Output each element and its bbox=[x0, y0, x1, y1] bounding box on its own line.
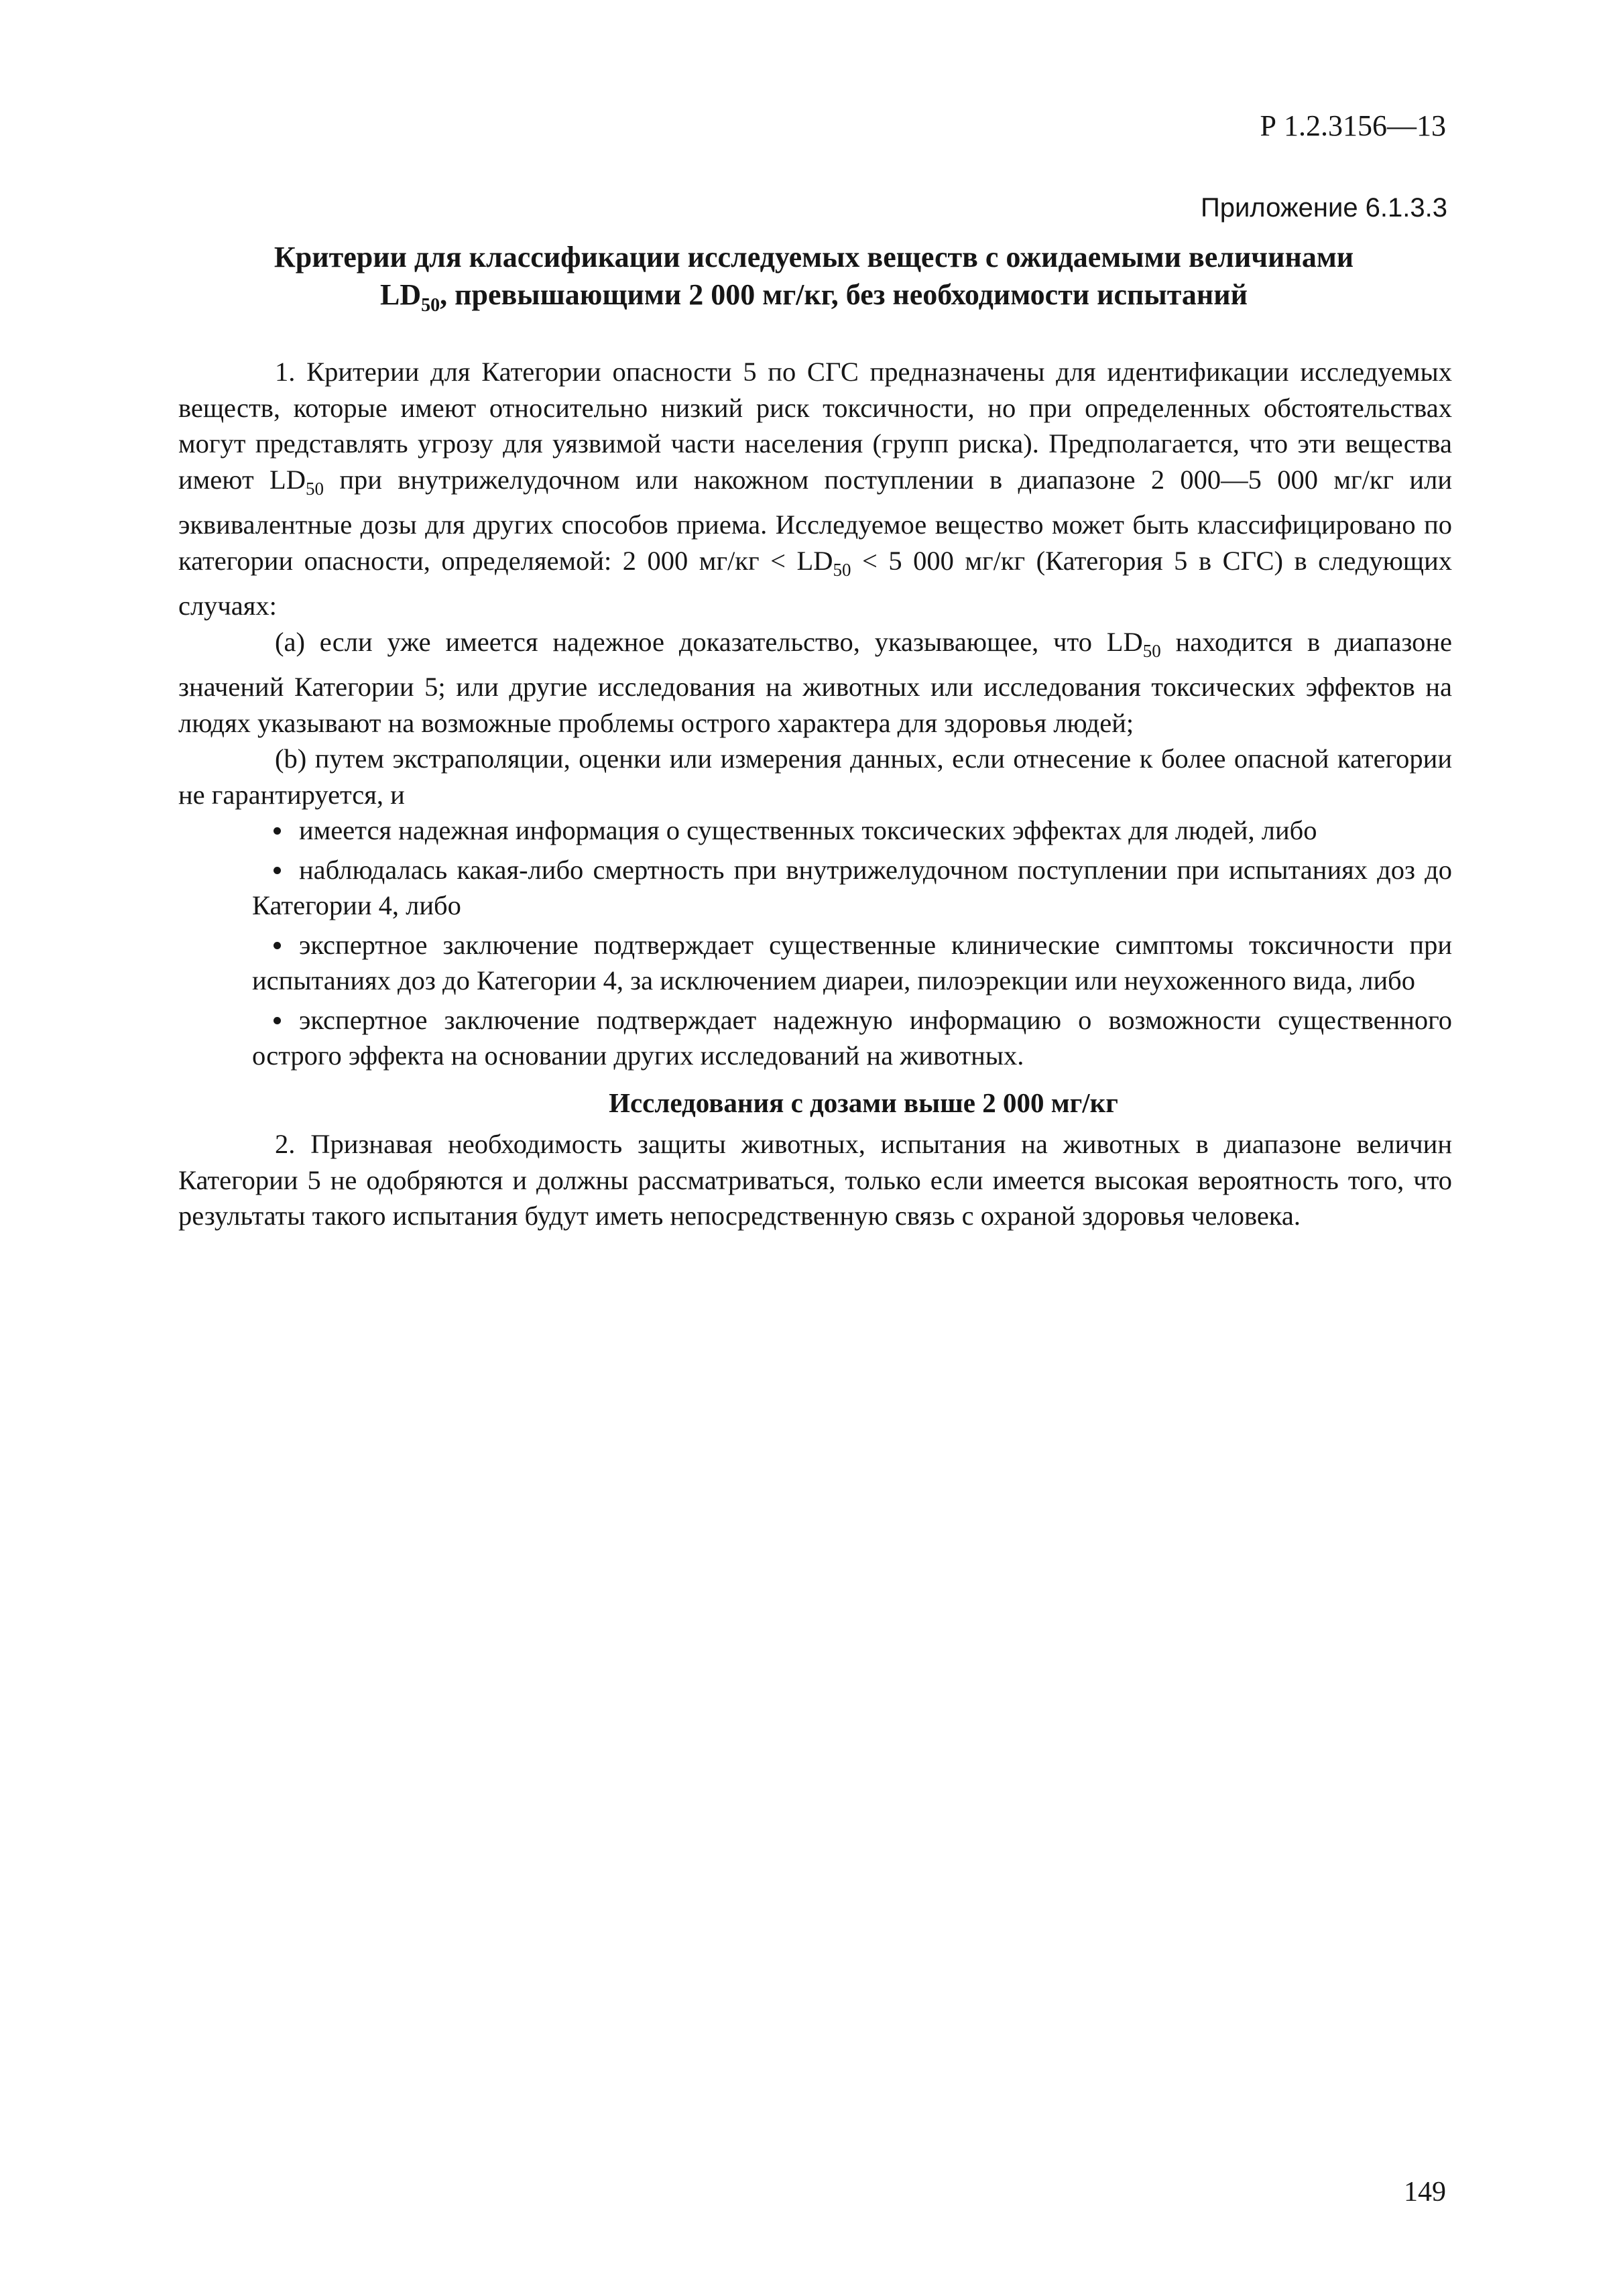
bullet-item bbox=[178, 927, 1452, 999]
paragraph-1 bbox=[178, 354, 1452, 624]
page-title bbox=[177, 239, 1451, 324]
bullet-text: имеется надежная информация о существенных токсических эффектах для людей, либо bbox=[299, 815, 1317, 846]
bullet-item bbox=[178, 812, 1452, 849]
item-a bbox=[178, 624, 1452, 741]
ld-subscript: 50 bbox=[833, 559, 851, 580]
document-body bbox=[178, 354, 1452, 1234]
bullet-text: экспертное заключение подтверждает существенные клинические симптомы токсичности при испытаниях доз до Категории 4, за исключением диареи, пилоэрекции или неухоженного вида, либо bbox=[252, 929, 1452, 996]
paragraph-1-text-c: < 5 000 мг/кг (Категория 5 в СГС) в следующих случаях: bbox=[178, 545, 1452, 621]
title-ld-subscript: 50 bbox=[421, 294, 440, 316]
title-ld: LD bbox=[380, 278, 422, 311]
paragraph-1-text-a: 1. Критерии для Категории опасности 5 по СГС предназначены для идентификации исследуемых веществ, которые имеют относительно низкий риск токсичности, но при определенных обстоятельствах могут представлять угрозу для уязвимой части населения (групп риска). Предполагается, что эти вещества имеют LD bbox=[178, 357, 1452, 495]
page-number: 149 bbox=[1404, 2177, 1446, 2208]
document-code: Р 1.2.3156—13 bbox=[1260, 109, 1446, 142]
paragraph-2: 2. Признавая необходимость защиты животных, испытания на животных в диапазоне величин Категории 5 не одобряются и должны рассматриваться, только если имеется высокая вероятность того, что результаты такого испытания будут иметь непосредственную связь с охраной здоровья человека. bbox=[178, 1129, 1452, 1231]
appendix-label: Приложение 6.1.3.3 bbox=[1200, 193, 1447, 223]
item-b: (b) путем экстраполяции, оценки или измерения данных, если отнесение к более опасной категории не гарантируется, и bbox=[178, 743, 1452, 810]
bullet-text: наблюдалась какая-либо смертность при внутрижелудочном поступлении при испытаниях доз до Категории 4, либо bbox=[252, 854, 1452, 921]
item-a-text-a: (а) если уже имеется надежное доказательство, указывающее, что LD bbox=[275, 626, 1143, 657]
bullet-text: экспертное заключение подтверждает надежную информацию о возможности существенного острого эффекта на основании других исследований на животных. bbox=[252, 1004, 1452, 1071]
item-a-text-b: находится в диапазоне значений Категории 5; или другие исследования на животных или исследования токсических эффектов на людях указывают на возможные проблемы острого характера для здоровья людей; bbox=[178, 626, 1452, 738]
ld-subscript: 50 bbox=[1142, 640, 1161, 661]
bullet-item bbox=[178, 1002, 1452, 1074]
section-heading: Исследования с дозами выше 2 000 мг/кг bbox=[609, 1087, 1118, 1118]
title-line-2 bbox=[177, 276, 1451, 324]
bullet-item bbox=[178, 852, 1452, 924]
title-line-1: Критерии для классификации исследуемых веществ с ожидаемыми величинами bbox=[274, 241, 1354, 274]
title-rest: , превышающими 2 000 мг/кг, без необходимости испытаний bbox=[440, 278, 1248, 311]
ld-subscript: 50 bbox=[306, 478, 324, 499]
paragraph-1-text-b: при внутрижелудочном или накожном поступлении в диапазоне 2 000—5 000 мг/кг или эквивалентные дозы для других способов приема. Исследуемое вещество может быть классифицировано по категории опасности, определяемой: 2 000 мг/кг < LD bbox=[178, 464, 1452, 576]
